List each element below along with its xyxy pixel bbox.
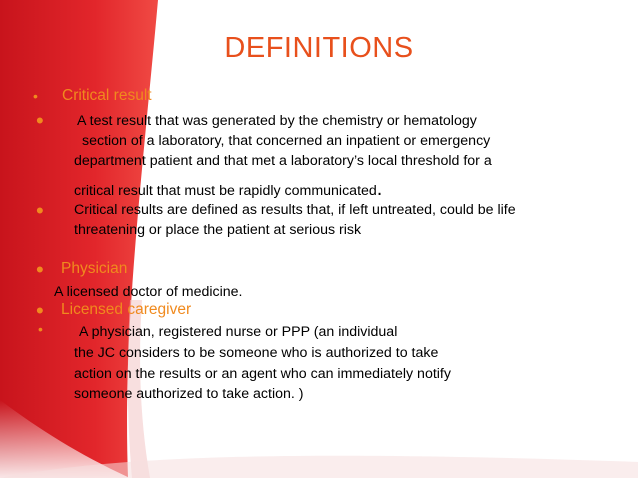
bullet-icon: • (36, 298, 44, 323)
licensed-caregiver-heading: Licensed caregiver (61, 301, 192, 318)
critical-result-heading: Critical result (62, 87, 152, 104)
bullet-icon: • (36, 257, 44, 282)
bullet-icon: • (33, 88, 38, 104)
licensed-caregiver-def-line3: action on the results or an agent who can immediately notify (74, 366, 451, 382)
critical-result-def1-line3: department patient and that met a laboratory’s local threshold for a (74, 153, 492, 169)
slide-title: DEFINITIONS (224, 32, 414, 64)
critical-result-def1-line4: critical result that must be rapidly communicated. (74, 178, 383, 200)
bullet-icon: • (36, 108, 44, 133)
licensed-caregiver-def-line4: someone authorized to take action. ) (74, 386, 304, 402)
critical-result-def2-line1: Critical results are defined as results that, if left untreated, could be life (74, 202, 516, 218)
physician-def: A licensed doctor of medicine. (54, 284, 243, 300)
physician-heading: Physician (61, 260, 128, 277)
bullet-icon: • (36, 198, 44, 223)
bullet-icon: • (38, 321, 43, 337)
licensed-caregiver-def-line2: the JC considers to be someone who is authorized to take (74, 345, 439, 361)
critical-result-def1-line1: A test result that was generated by the chemistry or hematology (77, 113, 477, 129)
critical-result-def2-line2: threatening or place the patient at serious risk (74, 222, 362, 238)
critical-result-def1-line2: section of a laboratory, that concerned an inpatient or emergency (82, 133, 491, 149)
licensed-caregiver-def-line1: A physician, registered nurse or PPP (an individual (79, 324, 398, 340)
